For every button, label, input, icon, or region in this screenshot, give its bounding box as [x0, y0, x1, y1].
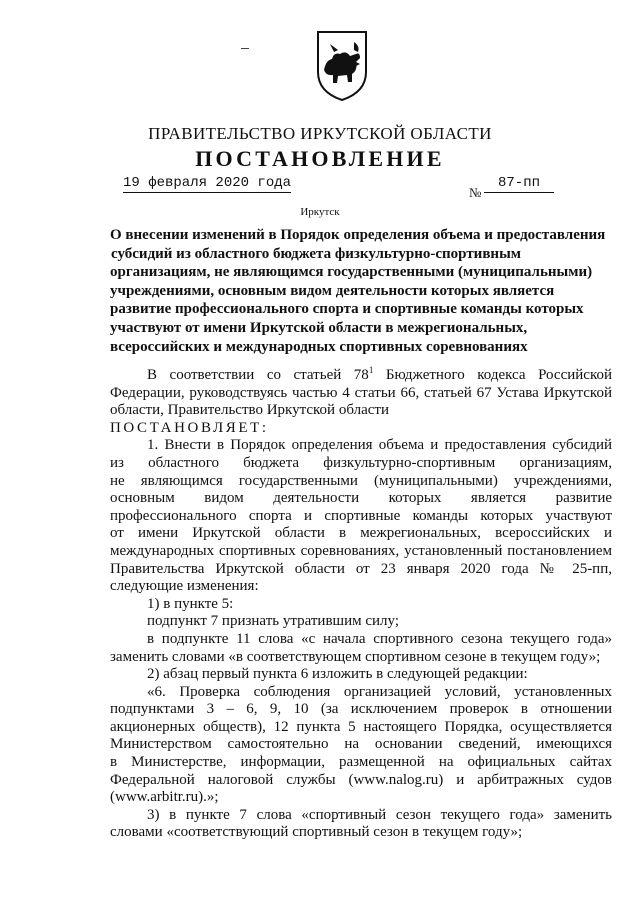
subject-line: организациям, не являющимся государственными (муниципальными): [110, 264, 593, 281]
paragraph-1-line: Правительства Иркутской области от 23 января 2020 года № 25-пп,: [110, 560, 612, 577]
document-city: Иркутск: [300, 206, 340, 218]
paragraph-1-line: основным видом деятельности которых является развитие: [110, 490, 612, 507]
scan-mark: [241, 48, 249, 49]
paragraph-1-line: следующие изменения:: [110, 578, 259, 595]
subject-line: всероссийских и международных спортивных соревнованиях: [110, 338, 528, 355]
document-number: 87-пп: [484, 175, 554, 193]
paragraph-1-line: профессионального спорта и спортивные команды которых участвуют: [110, 507, 612, 524]
preamble-line: [110, 367, 612, 385]
document-body: [110, 367, 612, 842]
subject-line: развитие профессионального спорта и спортивные команды которых: [110, 301, 584, 318]
item-2: 2) абзац первый пункта 6 изложить в следующей редакции:: [147, 666, 528, 683]
decree-word: ПОСТАНОВЛЯЕТ:: [110, 419, 269, 436]
coat-of-arms-icon: [316, 30, 368, 102]
preamble-text: В соответствии со статьей 78: [147, 367, 369, 383]
paragraph-1-line: международных спортивных соревнованиях, установленный постановлением: [110, 542, 612, 559]
document-type: ПОСТАНОВЛЕНИЕ: [195, 146, 445, 171]
subject-line: учреждениями, основным видом деятельности которых является: [110, 282, 555, 299]
item-3-line: 3) в пункте 7 слова «спортивный сезон текущего года» заменить: [147, 806, 612, 823]
item-2-quote-line: в Министерстве, информации, размещенной на официальных сайтах: [110, 754, 612, 771]
document-subject: [110, 226, 606, 356]
item-2-quote-line: Федеральной налоговой службы (www.nalog.ru) и арбитражных судов: [110, 771, 612, 788]
paragraph-1-line: из областного бюджета физкультурно-спортивным организациям,: [110, 454, 612, 471]
item-1-sub-2-line: в подпункте 11 слова «с начала спортивного сезона текущего года»: [147, 630, 612, 647]
item-1: 1) в пункте 5:: [147, 595, 234, 612]
article-superscript: 1: [368, 365, 374, 375]
item-3-line: словами «соответствующий спортивный сезон в текущем году»;: [110, 824, 523, 841]
paragraph-1-line: 1. Внести в Порядок определения объема и предоставления субсидий: [147, 437, 612, 454]
document-date: 19 февраля 2020 года: [123, 175, 292, 191]
item-2-quote-line: (www.arbitr.ru).»;: [110, 789, 219, 806]
preamble-line: Федерации, руководствуясь частью 4 статьи 66, статьей 67 Устава Иркутской: [110, 384, 612, 401]
preamble-line: области, Правительство Иркутской области: [110, 402, 389, 419]
item-2-quote-line: подпунктами 3 – 6, 9, 10 (за исключением проверок в отношении: [110, 701, 612, 718]
preamble-text: Бюджетного кодекса Российской: [373, 367, 613, 383]
paragraph-1-line: не являющимся государственными (муниципальными) учреждениями,: [110, 472, 612, 489]
item-2-quote-line: «6. Проверка соблюдения организацией условий, установленных: [147, 683, 612, 700]
item-2-quote-line: Министерством самостоятельно на основании сведений, имеющихся: [110, 736, 612, 753]
paragraph-1-line: от имени Иркутской области в межрегиональных, всероссийских и: [110, 525, 612, 542]
subject-line: субсидий из областного бюджета физкультурно-спортивным: [111, 245, 521, 262]
number-sign: №: [469, 185, 482, 200]
item-1-sub-2-line: заменить словами «в соответствующем спортивном сезоне в текущем году»;: [110, 648, 601, 665]
item-1-sub-1: подпункт 7 признать утратившим силу;: [147, 613, 399, 630]
item-2-quote-line: акционерных обществ), 12 пункта 5 настоящего Порядка, осуществляется: [110, 718, 612, 735]
subject-line: участвуют от имени Иркутской области в межрегиональных,: [110, 319, 528, 336]
government-name: ПРАВИТЕЛЬСТВО ИРКУТСКОЙ ОБЛАСТИ: [148, 124, 492, 143]
subject-line: О внесении изменений в Порядок определения объема и предоставления: [110, 227, 606, 243]
